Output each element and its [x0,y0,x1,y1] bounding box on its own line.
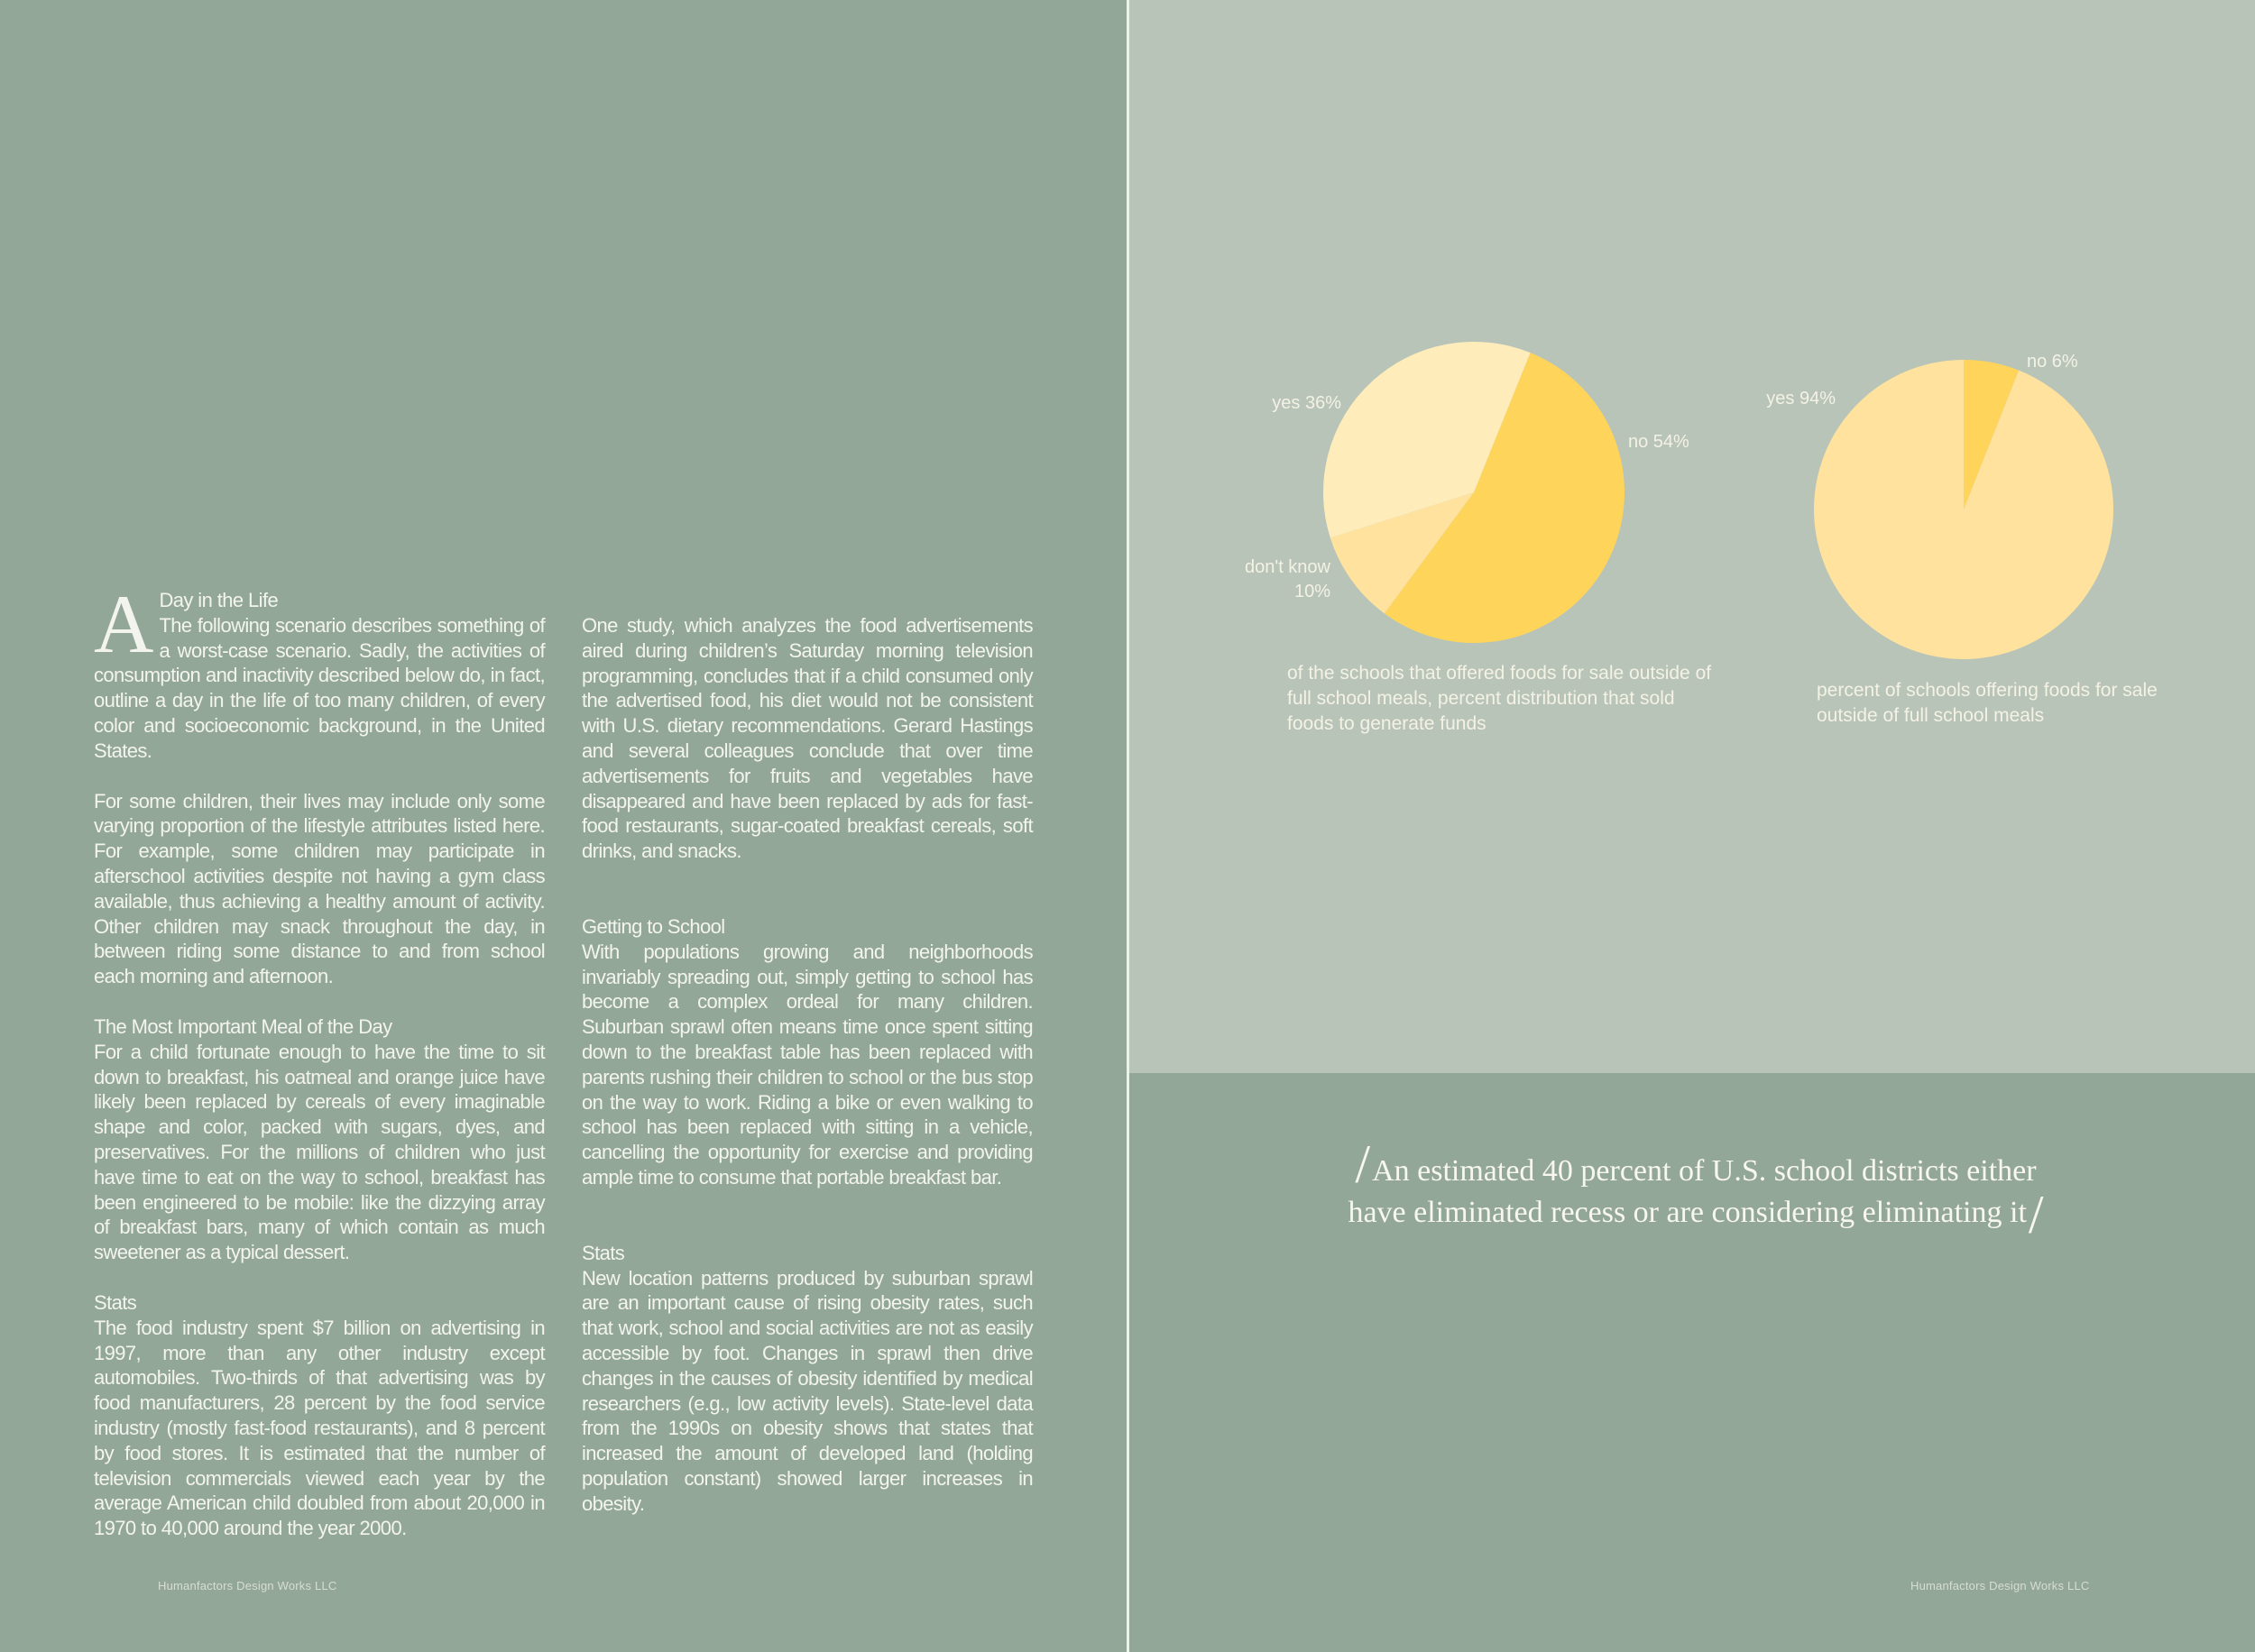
section-title-getting-to-school: Getting to School [582,914,725,938]
drop-cap: A [94,578,154,670]
paragraph: The food industry spent $7 billion on advertising in 1997, more than any other industry except automobiles. Two-thirds of that advertising was by food manufacturers, 28 percent by the food service industry (mostly fast-food restaurants), and 8 percent by food stores. It is estimated that the number of television commercials viewed each year by the average American child doubled from about 20,000 in 1970 to 40,000 around the year 2000. [94,1316,545,1540]
section-title-stats: Stats [94,1290,137,1314]
pie1-label-dont-know-value: 10% [1293,582,1330,601]
pull-quote [1335,1134,2057,1244]
section-title-stats: Stats [582,1241,625,1264]
paragraph: The following scenario describes something of a worst-case scenario. Sadly, the activities of consumption and inactivity described below do, in fact, outline a day in the life of too many children, of every color and socioeconomic background, in the United States. [94,613,545,762]
pie1-caption: of the schools that offered foods for sale outside of full school meals, percent distribution that sold foods to generate funds [1287,663,1712,734]
paragraph: One study, which analyzes the food advertisements aired during children’s Saturday morning television programming, concludes that if a child consumed only the advertised food, his diet would not be consistent with U.S. dietary recommendations. Gerard Hastings and several colleagues conclude that over time advertisements for fruits and vegetables have disappeared and have been replaced by ads for fast-food restaurants, sugar-coated breakfast cereals, soft drinks, and snacks. [582,614,1033,863]
pie-chart-funds [1323,342,1625,643]
paragraph: New location patterns produced by suburban sprawl are an important cause of rising obesity rates, such that work, school and social activities are not as easily accessible by foot. Changes in sprawl then drive changes in the causes of obesity identified by medical researchers (e.g., low activity levels). State-level data from the 1990s on obesity shows that states that increased the amount of developed land (holding population constant) showed larger increases in obesity. [582,1266,1033,1515]
section-title-day-in-the-life: Day in the Life [159,589,279,611]
pie1-label-dont-know: don't know [1245,557,1330,577]
footer-credit-right: Humanfactors Design Works LLC [1910,1579,2090,1592]
pie2-caption: percent of schools offering foods for sale outside of full school meals [1817,680,2158,726]
pie2-label-yes: yes 94% [1766,389,1836,408]
footer-credit-left: Humanfactors Design Works LLC [158,1579,337,1592]
paragraph: For some children, their lives may include only some varying proportion of the lifestyle attributes listed here. For example, some children may participate in afterschool activities despite not having a gym class available, thus achieving a healthy amount of activity. Other children may snack throughout the day, in between riding some distance to and from school each morning and afternoon. [94,789,545,988]
paragraph: For a child fortunate enough to have the time to sit down to breakfast, his oatmeal and orange juice have likely been replaced by cereals of every imaginable shape and color, packed with sugars, dyes, and preservatives. For the millions of children who just have time to eat on the way to school, breakfast has been engineered to be mobile: like the dizzying array of breakfast bars, many of which contain as much sweetener as a typical dessert. [94,1040,545,1264]
pull-quote-text: An estimated 40 percent of U.S. school districts either have eliminated recess or are considering eliminating it [1348,1154,2037,1229]
pie1-label-yes: yes 36% [1272,393,1341,413]
pie2-slice-yes [1814,360,2113,659]
pie2-label-no: no 6% [2027,352,2078,372]
pie1-label-no: no 54% [1628,432,1689,452]
pie-chart-foods-offered [1814,360,2113,659]
quote-open-slash: / [1355,1134,1371,1194]
paragraph: With populations growing and neighborhoods invariably spreading out, simply getting to school has become a complex ordeal for many children. Suburban sprawl often means time once spent sitting down to the breakfast table has been replaced with parents rushing their children to school or the bus stop on the way to work. Riding a bike or even walking to school has been replaced with sitting in a vehicle, cancelling the opportunity for exercise and providing ample time to consume that portable breakfast bar. [582,940,1033,1189]
quote-close-slash: / [2028,1185,2044,1244]
section-title-breakfast: The Most Important Meal of the Day [94,1014,392,1038]
